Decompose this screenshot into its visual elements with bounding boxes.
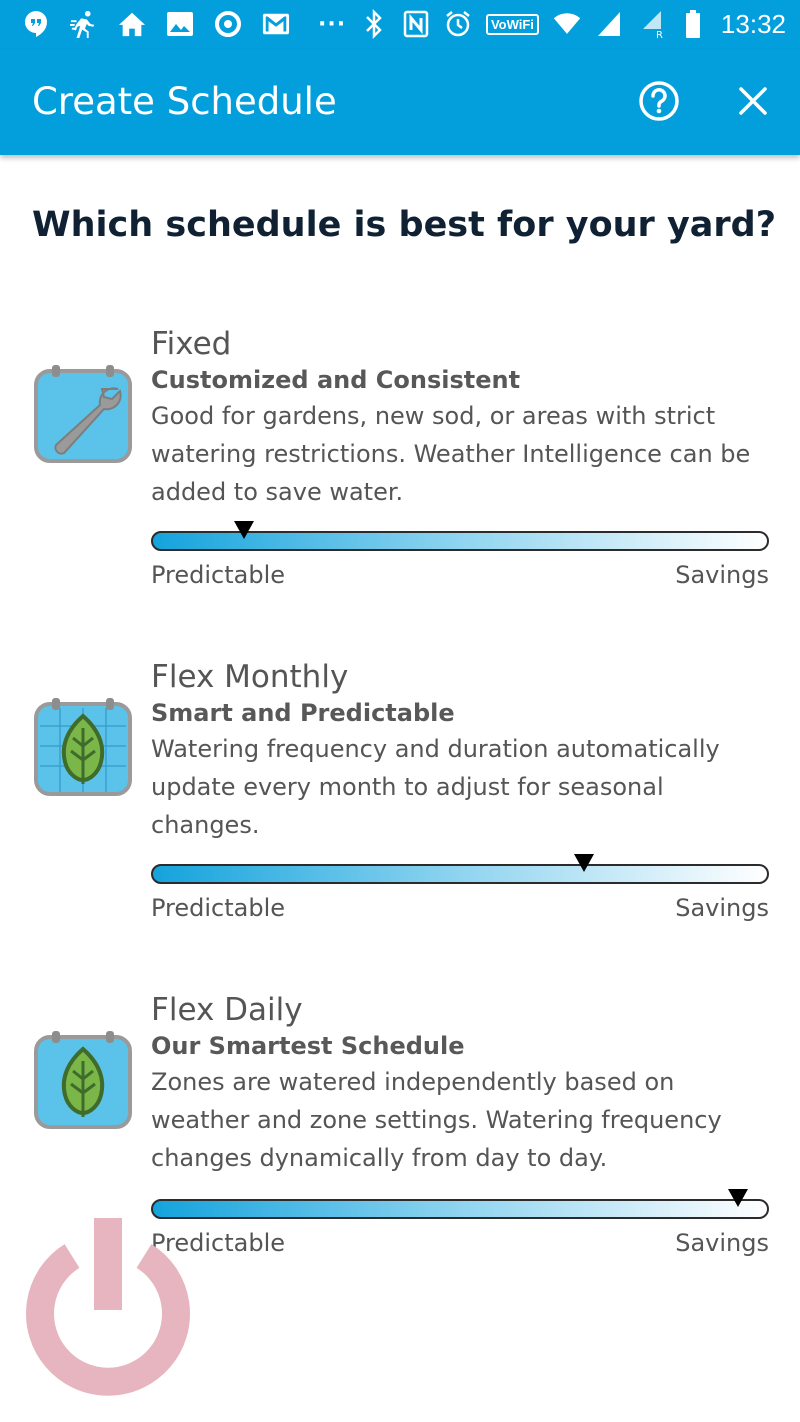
option-description: Good for gardens, new sod, or areas with strict watering restrictions. Weather Intelligence can be added to save water. xyxy=(151,402,751,506)
running-icon xyxy=(70,8,98,40)
predictable-savings-scale xyxy=(151,1189,769,1269)
battery-icon xyxy=(679,8,707,40)
bluetooth-icon xyxy=(360,8,388,40)
home-icon xyxy=(118,8,146,40)
alarm-icon xyxy=(444,8,472,40)
scale-marker xyxy=(728,1189,748,1207)
scale-bar xyxy=(151,864,769,884)
wifi-icon xyxy=(553,8,581,40)
scale-right-label: Savings xyxy=(675,561,769,589)
predictable-savings-scale xyxy=(151,854,769,934)
status-bar-right xyxy=(360,8,786,40)
option-title: Flex Daily xyxy=(151,992,303,1028)
option-subtitle: Our Smartest Schedule xyxy=(151,1032,465,1060)
scale-marker xyxy=(234,521,254,539)
option-subtitle: Customized and Consistent xyxy=(151,366,521,394)
app-bar xyxy=(0,50,800,155)
scale-left-label: Predictable xyxy=(151,561,286,589)
image-icon xyxy=(166,8,194,40)
scale-left-label: Predictable xyxy=(151,894,286,922)
status-bar-left xyxy=(22,8,354,40)
scale-bar xyxy=(151,1199,769,1219)
scale-marker xyxy=(574,854,594,872)
power-icon[interactable] xyxy=(24,1218,192,1400)
scale-right-label: Savings xyxy=(675,1229,769,1257)
option-description: Zones are watered independently based on weather and zone settings. Watering frequency changes dynamically from day to day. xyxy=(151,1068,722,1172)
vowifi-icon: VoWiFi xyxy=(486,14,539,35)
nfc-icon xyxy=(402,8,430,40)
signal-icon xyxy=(595,8,623,40)
schedule-question-heading: Which schedule is best for your yard? xyxy=(32,205,777,245)
page-title: Create Schedule xyxy=(32,80,337,123)
option-description: Watering frequency and duration automatically update every month to adjust for seasonal changes. xyxy=(151,735,720,839)
gmail-icon xyxy=(262,8,290,40)
option-text xyxy=(151,325,771,511)
more-notifications: ··· xyxy=(318,11,347,37)
close-icon[interactable] xyxy=(736,84,770,118)
leaf-grid-calendar-icon xyxy=(34,698,132,796)
help-circle-icon[interactable] xyxy=(638,80,680,122)
circle-icon xyxy=(214,8,242,40)
status-time: 13:32 xyxy=(720,8,786,39)
option-title: Flex Monthly xyxy=(151,659,349,695)
option-title: Fixed xyxy=(151,326,232,362)
leaf-calendar-icon xyxy=(34,1031,132,1129)
scale-left-label: Predictable xyxy=(151,1229,286,1257)
signal-r-icon xyxy=(637,8,665,40)
schedule-option-fixed[interactable] xyxy=(0,325,800,625)
status-bar xyxy=(0,0,800,50)
hangouts-icon xyxy=(22,8,50,40)
scale-right-label: Savings xyxy=(675,894,769,922)
wrench-calendar-icon xyxy=(34,365,132,463)
option-subtitle: Smart and Predictable xyxy=(151,699,455,727)
predictable-savings-scale xyxy=(151,521,769,601)
option-text xyxy=(151,658,771,844)
schedule-option-flex-monthly[interactable] xyxy=(0,658,800,958)
svg-text:R: R xyxy=(655,30,663,39)
option-text xyxy=(151,991,771,1177)
